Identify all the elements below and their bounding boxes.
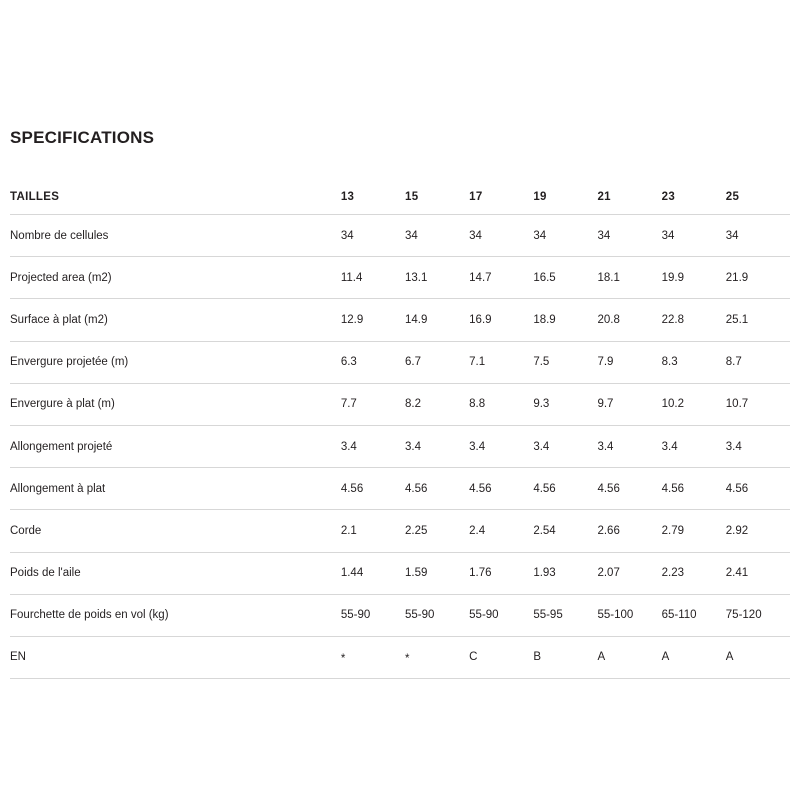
row-value: A xyxy=(662,636,726,678)
row-value: 6.7 xyxy=(405,341,469,383)
row-value: 1.93 xyxy=(533,552,597,594)
page-title: SPECIFICATIONS xyxy=(10,128,155,147)
row-value: 2.07 xyxy=(597,552,661,594)
row-value: 34 xyxy=(341,215,405,257)
column-header-size: 23 xyxy=(662,180,726,215)
row-value: 2.1 xyxy=(341,510,405,552)
row-label: Fourchette de poids en vol (kg) xyxy=(10,594,341,636)
row-value: 3.4 xyxy=(405,425,469,467)
row-value: 55-90 xyxy=(405,594,469,636)
table-body xyxy=(10,215,790,679)
row-value: 4.56 xyxy=(726,468,790,510)
column-header-size: 25 xyxy=(726,180,790,215)
row-value: 4.56 xyxy=(597,468,661,510)
row-label: Nombre de cellules xyxy=(10,215,341,257)
row-value: 9.3 xyxy=(533,383,597,425)
row-value: 3.4 xyxy=(469,425,533,467)
row-value: 7.7 xyxy=(341,383,405,425)
row-value: * xyxy=(341,638,405,680)
table-row xyxy=(10,299,790,341)
row-value: 4.56 xyxy=(469,468,533,510)
row-value: 4.56 xyxy=(341,468,405,510)
row-value: 14.7 xyxy=(469,257,533,299)
column-header-size: 15 xyxy=(405,180,469,215)
row-value: C xyxy=(469,636,533,678)
row-value: 34 xyxy=(726,215,790,257)
row-value: 9.7 xyxy=(597,383,661,425)
row-label: Allongement à plat xyxy=(10,468,341,510)
row-value: 34 xyxy=(597,215,661,257)
row-value: 11.4 xyxy=(341,257,405,299)
row-value: 2.54 xyxy=(533,510,597,552)
table-row xyxy=(10,383,790,425)
row-label: Corde xyxy=(10,510,341,552)
row-value: 18.9 xyxy=(533,299,597,341)
row-value: 2.79 xyxy=(662,510,726,552)
column-header-size: 19 xyxy=(533,180,597,215)
row-value: 18.1 xyxy=(597,257,661,299)
table-row xyxy=(10,552,790,594)
row-value: A xyxy=(597,636,661,678)
row-value: 20.8 xyxy=(597,299,661,341)
row-value: 2.25 xyxy=(405,510,469,552)
row-value: 3.4 xyxy=(597,425,661,467)
row-value: 3.4 xyxy=(341,425,405,467)
row-value: 55-90 xyxy=(469,594,533,636)
row-value: 8.3 xyxy=(662,341,726,383)
row-value: 34 xyxy=(662,215,726,257)
row-value: 3.4 xyxy=(726,425,790,467)
row-value: 8.2 xyxy=(405,383,469,425)
row-value: 55-95 xyxy=(533,594,597,636)
table-row xyxy=(10,594,790,636)
row-value: 8.8 xyxy=(469,383,533,425)
row-value: B xyxy=(533,636,597,678)
row-value: 22.8 xyxy=(662,299,726,341)
table-row xyxy=(10,425,790,467)
row-value: 19.9 xyxy=(662,257,726,299)
specifications-table-container xyxy=(10,180,790,679)
row-value: 34 xyxy=(405,215,469,257)
row-value: 3.4 xyxy=(662,425,726,467)
row-label: Projected area (m2) xyxy=(10,257,341,299)
row-label: Envergure projetée (m) xyxy=(10,341,341,383)
row-value: * xyxy=(405,638,469,680)
column-header-size: 13 xyxy=(341,180,405,215)
row-value: 2.23 xyxy=(662,552,726,594)
row-value: 12.9 xyxy=(341,299,405,341)
row-value: 14.9 xyxy=(405,299,469,341)
row-label: Allongement projeté xyxy=(10,425,341,467)
specifications-table xyxy=(10,180,790,679)
row-label: Poids de l'aile xyxy=(10,552,341,594)
table-row xyxy=(10,468,790,510)
row-value: 16.5 xyxy=(533,257,597,299)
row-label: EN xyxy=(10,636,341,678)
table-row xyxy=(10,257,790,299)
row-value: 34 xyxy=(533,215,597,257)
row-value: 4.56 xyxy=(405,468,469,510)
row-value: 7.9 xyxy=(597,341,661,383)
row-value: 2.4 xyxy=(469,510,533,552)
row-value: A xyxy=(726,636,790,678)
row-value: 3.4 xyxy=(533,425,597,467)
row-value: 1.76 xyxy=(469,552,533,594)
column-header-tailles: TAILLES xyxy=(10,180,341,215)
row-value: 21.9 xyxy=(726,257,790,299)
row-value: 8.7 xyxy=(726,341,790,383)
table-head xyxy=(10,180,790,215)
table-row xyxy=(10,341,790,383)
row-value: 55-90 xyxy=(341,594,405,636)
row-label: Surface à plat (m2) xyxy=(10,299,341,341)
row-value: 2.41 xyxy=(726,552,790,594)
column-header-size: 21 xyxy=(597,180,661,215)
row-value: 13.1 xyxy=(405,257,469,299)
row-value: 75-120 xyxy=(726,594,790,636)
row-value: 16.9 xyxy=(469,299,533,341)
row-value: 2.66 xyxy=(597,510,661,552)
row-value: 10.7 xyxy=(726,383,790,425)
column-header-size: 17 xyxy=(469,180,533,215)
row-value: 34 xyxy=(469,215,533,257)
row-value: 7.5 xyxy=(533,341,597,383)
row-value: 4.56 xyxy=(662,468,726,510)
row-value: 65-110 xyxy=(662,594,726,636)
row-value: 55-100 xyxy=(597,594,661,636)
row-label: Envergure à plat (m) xyxy=(10,383,341,425)
table-row xyxy=(10,510,790,552)
row-value: 7.1 xyxy=(469,341,533,383)
row-value: 1.44 xyxy=(341,552,405,594)
row-value: 4.56 xyxy=(533,468,597,510)
table-row xyxy=(10,215,790,257)
row-value: 1.59 xyxy=(405,552,469,594)
row-value: 25.1 xyxy=(726,299,790,341)
row-value: 10.2 xyxy=(662,383,726,425)
table-header-row xyxy=(10,180,790,215)
row-value: 2.92 xyxy=(726,510,790,552)
row-value: 6.3 xyxy=(341,341,405,383)
table-row xyxy=(10,636,790,678)
